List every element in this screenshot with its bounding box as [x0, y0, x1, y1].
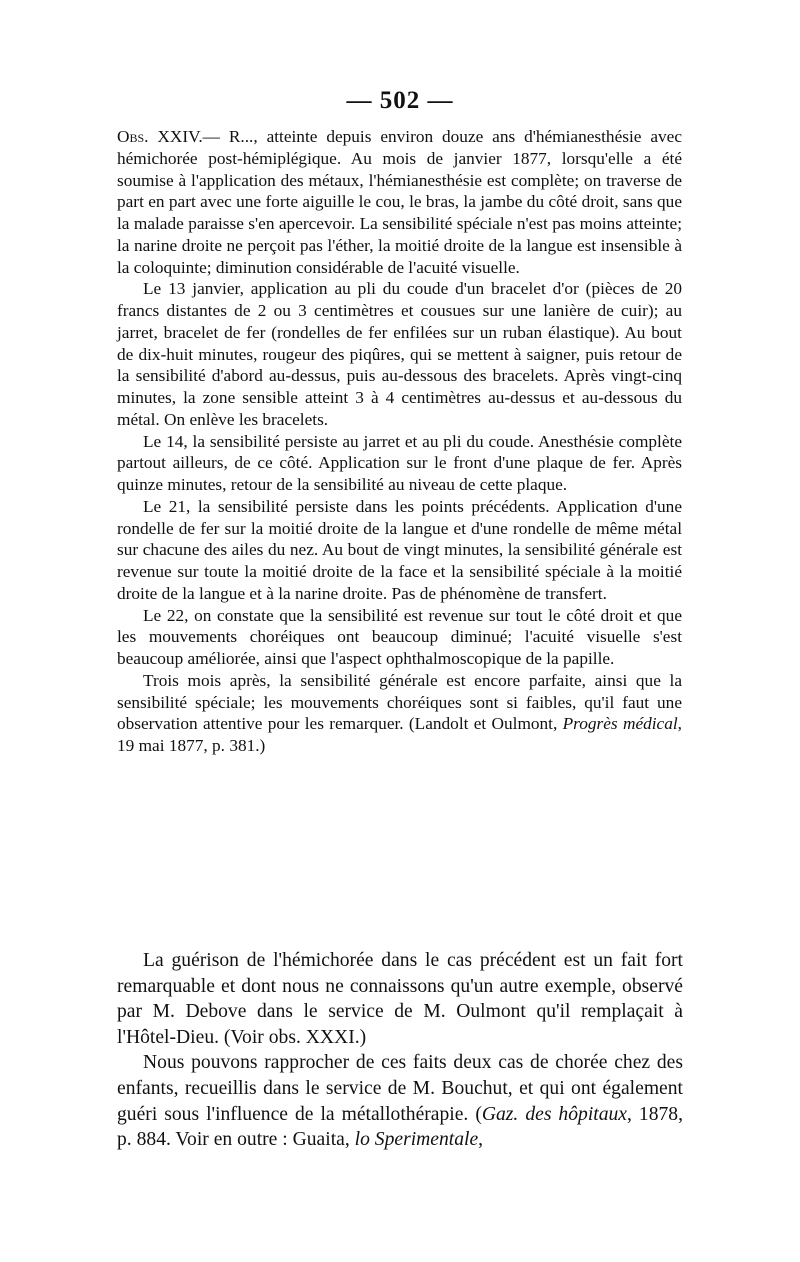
body-text: , 1878, p. 884. Voir en outre : Guaita, [117, 1103, 683, 1151]
observation-paragraph [117, 670, 682, 757]
body-text-block [117, 948, 683, 1153]
observation-text: R..., atteinte depuis environ douze ans d'hémianesthésie avec hémichorée post-hémiplégique. Au mois de janvier 1877, lorsqu'elle a été soumise à l'application des métaux, l'hémianesthésie est complète; on traverse de part en part avec une forte aiguille le cou, le bras, la jambe du côté droit, sans que la malade paraisse s'en apercevoir. La sensibilité spéciale n'est pas moins atteinte; la narine droite ne perçoit pas l'éther, la moitié droite de la langue est insensible à la coloquinte; diminution considérable de l'acuité visuelle. [117, 127, 682, 277]
observation-text: Trois mois après, la sensibilité générale est encore parfaite, ainsi que la sensibilité spéciale; les mouvements choréiques sont si faibles, qu'il faut une observation attentive pour les remarquer. (Landolt et Oulmont, [117, 670, 682, 734]
observation-paragraph [117, 126, 682, 278]
observation-paragraph: Le 21, la sensibilité persiste dans les points précédents. Application d'une rondelle de fer sur la moitié droite de la langue et d'une rondelle de même métal sur chacune des ailes du nez. Au bout de vingt minutes, la sensibilité générale est revenue sur toute la moitié droite de la face et la sensibilité spéciale à la moitié droite de la langue et à la narine droite. Pas de phénomène de transfert. [117, 496, 682, 603]
body-text: , [478, 1129, 484, 1151]
body-text: Nous pouvons rapprocher de ces faits deux cas de chorée chez des enfants, recueillis dans le service de M. Bouchut, et qui ont également guéri sous l'influence de la métallothérapie. ( [117, 1052, 683, 1125]
citation-journal: lo Sperimentale [354, 1129, 479, 1151]
observation-paragraph: Le 14, la sensibilité persiste au jarret et au pli du coude. Anesthésie complète partout ailleurs, de ce côté. Application sur le front d'une plaque de fer. Après quinze minutes, retour de la sensibilité au niveau de cette plaque. [117, 431, 682, 494]
observation-block [117, 126, 682, 757]
citation-details: , 19 mai 1877, p. 381.) [117, 714, 682, 755]
page-number: — 502 — [346, 87, 454, 114]
body-paragraph [117, 1050, 683, 1152]
observation-paragraph: Le 22, on constate que la sensibilité est revenue sur tout le côté droit et que les mouvements choréiques ont beaucoup diminué; l'acuité visuelle s'est beaucoup améliorée, ainsi que l'aspect ophthalmoscopique de la papille. [117, 605, 682, 668]
observation-dash: — [202, 127, 229, 146]
observation-label: Obs. XXIV. [117, 127, 203, 146]
citation-journal: Progrès médical [562, 714, 678, 734]
observation-paragraph: Le 13 janvier, application au pli du coude d'un bracelet d'or (pièces de 20 francs distantes de 2 ou 3 centimètres et cousues sur une lanière de cuir); au jarret, bracelet de fer (rondelles de fer enfilées sur un ruban élastique). Au bout de dix-huit minutes, rougeur des piqûres, qui se mettent à saigner, puis retour de la sensibilité d'abord au-dessus, puis au-dessous des bracelets. Après vingt-cinq minutes, la zone sensible atteint 3 à 4 centimètres au-dessus et au-dessous du métal. On enlève les bracelets. [117, 279, 682, 429]
citation-journal: Gaz. des hôpitaux [481, 1103, 628, 1125]
body-paragraph: La guérison de l'hémichorée dans le cas précédent est un fait fort remarquable et dont nous ne connaissons qu'un autre exemple, observé par M. Debove dans le service de M. Oulmont qu'il remplaçait à l'Hôtel-Dieu. (Voir obs. XXXI.) [117, 950, 683, 1048]
